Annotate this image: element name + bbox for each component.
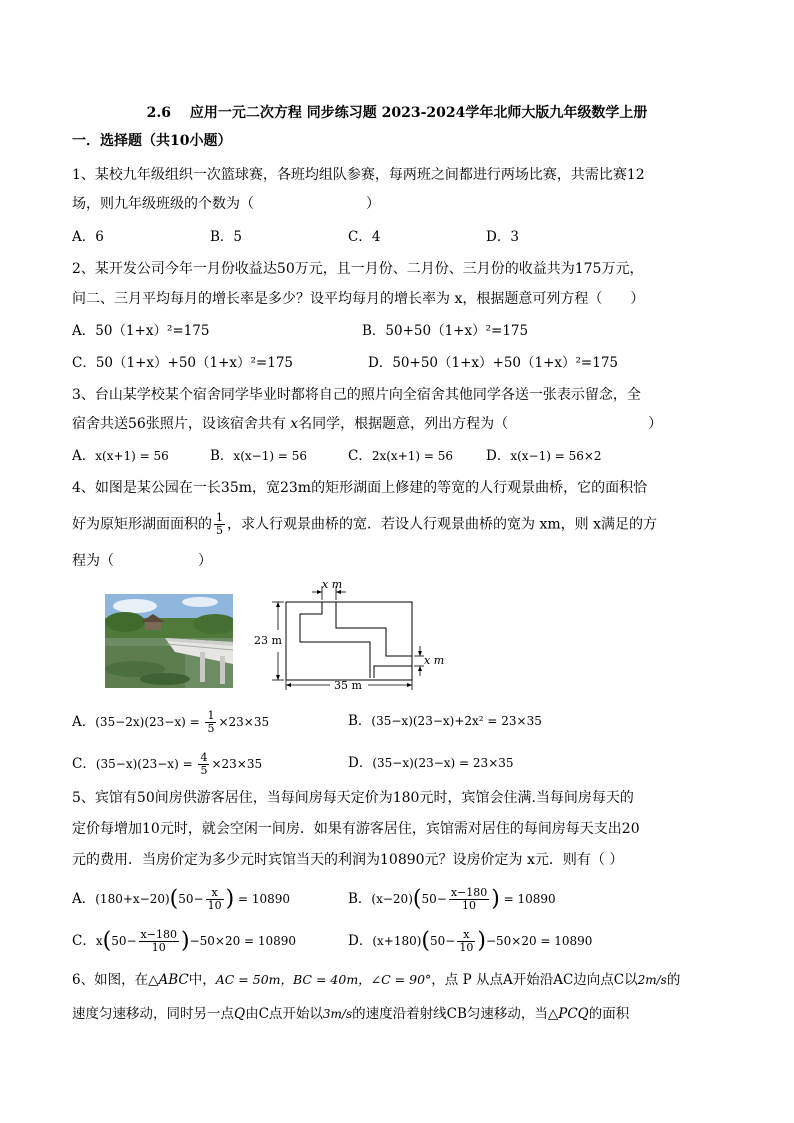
q6-point-q: Q <box>234 1006 246 1022</box>
q4-option-b <box>348 712 542 730</box>
q5-b-den: 10 <box>462 899 477 912</box>
diagram-label-bottom: 35 m <box>334 679 362 690</box>
question-6-text-2 <box>72 1005 629 1023</box>
q4-c-num: 4 <box>200 751 208 764</box>
q5-d-post: −50×20 = 10890 <box>485 934 593 948</box>
q5-a-pre: (180+x−20) <box>95 892 170 906</box>
q5-c-in: 50− <box>111 934 137 948</box>
q5-a-in: 50− <box>178 892 204 906</box>
question-4-text-3: 程为（ ） <box>72 553 212 569</box>
q5-option-b: B．(x−20)(50− $\frac{x-180}{10}$ ) = 10890 <box>348 886 556 912</box>
q5-c-frac <box>139 929 179 954</box>
question-5-text: 5、宾馆有50间房供游客居住，当每间房每天定价为180元时，宾馆会住满.当每间房每天的 <box>72 790 634 806</box>
q4-a-den: 5 <box>207 722 215 735</box>
q3-option-c <box>348 447 453 465</box>
q5-c-label: C． <box>72 933 96 949</box>
q5-a-den: 10 <box>207 899 222 912</box>
q5-option-d: D．(x+180)(50− $\frac{x}{10}$ )−50×20 = 10890 <box>348 928 593 954</box>
q4-c-pre: (35−x)(23−x) = <box>95 757 197 771</box>
q4-frac-num: 1 <box>216 511 223 524</box>
q4-fraction <box>214 512 225 537</box>
q1-option-c: C．4 <box>348 229 381 245</box>
q1-option-a: A．6 <box>72 229 104 245</box>
q5-a-num: x <box>206 887 224 900</box>
q5-c-den: 10 <box>151 941 166 954</box>
q5-d-den: 10 <box>459 941 474 954</box>
page-title: 2.6 应用一元二次方程 同步练习题 2023-2024学年北师大版九年级数学上册 <box>146 105 648 121</box>
question-5-text-2: 定价每增加10元时，就会空闲一间房．如果有游客居住，宾馆需对居住的每间房每天支出20 <box>72 821 640 837</box>
q5-d-num: x <box>457 929 475 942</box>
q3-option-a <box>72 447 169 465</box>
q3-option-d-label: D． <box>486 448 511 464</box>
q5-c-num: x−180 <box>140 928 177 941</box>
section-heading: 一．选择题（共10小题） <box>72 133 232 149</box>
q4-a-pre: (35−2x)(23−x) = <box>95 715 204 729</box>
q5-c-pre: x <box>95 934 103 948</box>
q4-a-num: 1 <box>207 709 215 722</box>
q4-c-den: 5 <box>200 764 208 777</box>
q6-text-d: 的 <box>666 972 681 988</box>
q4-option-c <box>72 752 262 777</box>
q6-text-h: 的面积 <box>588 1006 630 1022</box>
q5-b-pre: (x−20) <box>371 892 413 906</box>
q5-a-label: A． <box>72 891 96 907</box>
q4-a-post: ×23×35 <box>218 715 270 729</box>
question-5-text-3: 元的费用．当房价定为多少元时宾馆当天的利润为10890元？设房价定为 x元．则有（ ） <box>72 852 624 868</box>
bridge-diagram <box>250 578 450 690</box>
q3-option-a-expr: x(x+1) = 56 <box>95 449 169 463</box>
q5-b-num: x−180 <box>450 886 488 899</box>
q5-a-post: = 10890 <box>234 892 291 906</box>
q5-c-post: −50×20 = 10890 <box>189 934 297 948</box>
q2-option-b: B．50+50（1+x）²=175 <box>362 323 529 339</box>
q6-text-b: 中， <box>188 972 216 988</box>
q4-d-expr: (35−x)(23−x) = 23×35 <box>372 756 514 770</box>
q4-b-expr: (35−x)(23−x)+2x² = 23×35 <box>371 714 542 728</box>
q6-text-c: ，点 P 从点A开始沿AC边向点C以 <box>431 972 638 988</box>
diagram-label-right: x m <box>424 654 445 667</box>
q3-var: x <box>290 416 299 432</box>
question-6-text <box>72 971 680 989</box>
q3-option-b <box>210 447 307 465</box>
q3-option-d <box>486 447 602 465</box>
question-4-text-2 <box>72 512 657 537</box>
q6-text-g: 的速度沿着射线CB匀速移动，当 <box>352 1006 548 1022</box>
q3-text-b: 名同学，根据题意，列出方程为（ ） <box>298 416 663 432</box>
q4-text-a: 好为原矩形湖面面积的 <box>72 516 212 533</box>
q4-b-label: B． <box>348 713 372 729</box>
q5-d-frac <box>457 929 475 954</box>
question-1-text-2: 场，则九年级班级的个数为（ ） <box>72 196 380 212</box>
park-bridge-photo <box>105 594 233 688</box>
q5-option-c: C．x(50− $\frac{x-180}{10}$ )−50×20 = 10890 <box>72 928 297 954</box>
q4-c-post: ×23×35 <box>211 757 263 771</box>
q3-option-b-expr: x(x−1) = 56 <box>233 449 307 463</box>
q6-triangle: △ABC <box>148 972 189 988</box>
q1-option-d: D．3 <box>486 229 519 245</box>
q6-text-f: 由C点开始以 <box>245 1006 323 1022</box>
q6-text-e: 速度匀速移动，同时另一点 <box>72 1006 234 1022</box>
question-3-text-2 <box>72 415 662 433</box>
q3-option-b-label: B． <box>210 448 234 464</box>
q5-d-in: 50− <box>430 934 456 948</box>
q4-c-label: C． <box>72 756 96 772</box>
q4-frac-den: 5 <box>216 524 223 537</box>
q6-condition: AC = 50m，BC = 40m，∠C = 90° <box>215 972 432 987</box>
q2-option-c: C．50（1+x）+50（1+x）²=175 <box>72 355 294 371</box>
q2-option-d: D．50+50（1+x）+50（1+x）²=175 <box>368 355 619 371</box>
diagram-label-top: x m <box>322 578 343 591</box>
diagram-label-left: 23 m <box>254 634 282 647</box>
q6-speed-2: 3m/s <box>322 1007 353 1021</box>
question-4-text: 4、如图是某公园在一长35m，宽23m的矩形湖面上修建的等宽的人行观景曲桥，它的面积恰 <box>72 480 648 496</box>
question-2-text: 2、某开发公司今年一月份收益达50万元，且一月份、二月份、三月份的收益共为175万元， <box>72 261 644 277</box>
q5-d-pre: (x+180) <box>372 934 422 948</box>
question-3-text: 3、台山某学校某个宿舍同学毕业时都将自己的照片向全宿舍其他同学各送一张表示留念，全 <box>72 387 641 403</box>
q4-a-label: A． <box>72 714 96 730</box>
q4-d-label: D． <box>348 755 373 771</box>
q4-option-d <box>348 754 514 772</box>
q2-option-a: A．50（1+x）²=175 <box>72 323 210 339</box>
q6-triangle-2: △PCQ <box>547 1006 589 1022</box>
q5-b-label: B． <box>348 891 372 907</box>
q3-option-c-expr: 2x(x+1) = 56 <box>371 449 454 463</box>
q4-a-frac <box>205 710 216 735</box>
question-1-text: 1、某校九年级组织一次篮球赛，各班均组队参赛，每两班之间都进行两场比赛，共需比赛12 <box>72 167 645 183</box>
q5-a-frac <box>206 887 224 912</box>
q5-b-in: 50− <box>421 892 447 906</box>
q5-b-post: = 10890 <box>499 892 556 906</box>
q3-option-d-expr: x(x−1) = 56×2 <box>510 449 602 463</box>
q5-b-frac <box>449 887 489 912</box>
q3-text-a: 宿舍共送56张照片，设该宿舍共有 <box>72 416 291 432</box>
question-2-text-2: 问二、三月平均每月的增长率是多少？设平均每月的增长率为 x，根据题意可列方程（ ） <box>72 291 645 307</box>
q3-option-a-label: A． <box>72 448 96 464</box>
q4-c-frac <box>198 752 209 777</box>
q6-text-a: 6、如图，在 <box>72 972 149 988</box>
q4-text-b: ，求人行观景曲桥的宽．若设人行观景曲桥的宽为 xm，则 x满足的方 <box>227 516 657 533</box>
q4-option-a <box>72 710 269 735</box>
q3-option-c-label: C． <box>348 448 372 464</box>
q5-d-label: D． <box>348 933 373 949</box>
q6-speed-1: 2m/s <box>637 973 667 987</box>
q5-option-a: A．(180+x−20)(50− $\frac{x}{10}$ ) = 10890 <box>72 886 291 912</box>
q1-option-b: B．5 <box>210 229 243 245</box>
